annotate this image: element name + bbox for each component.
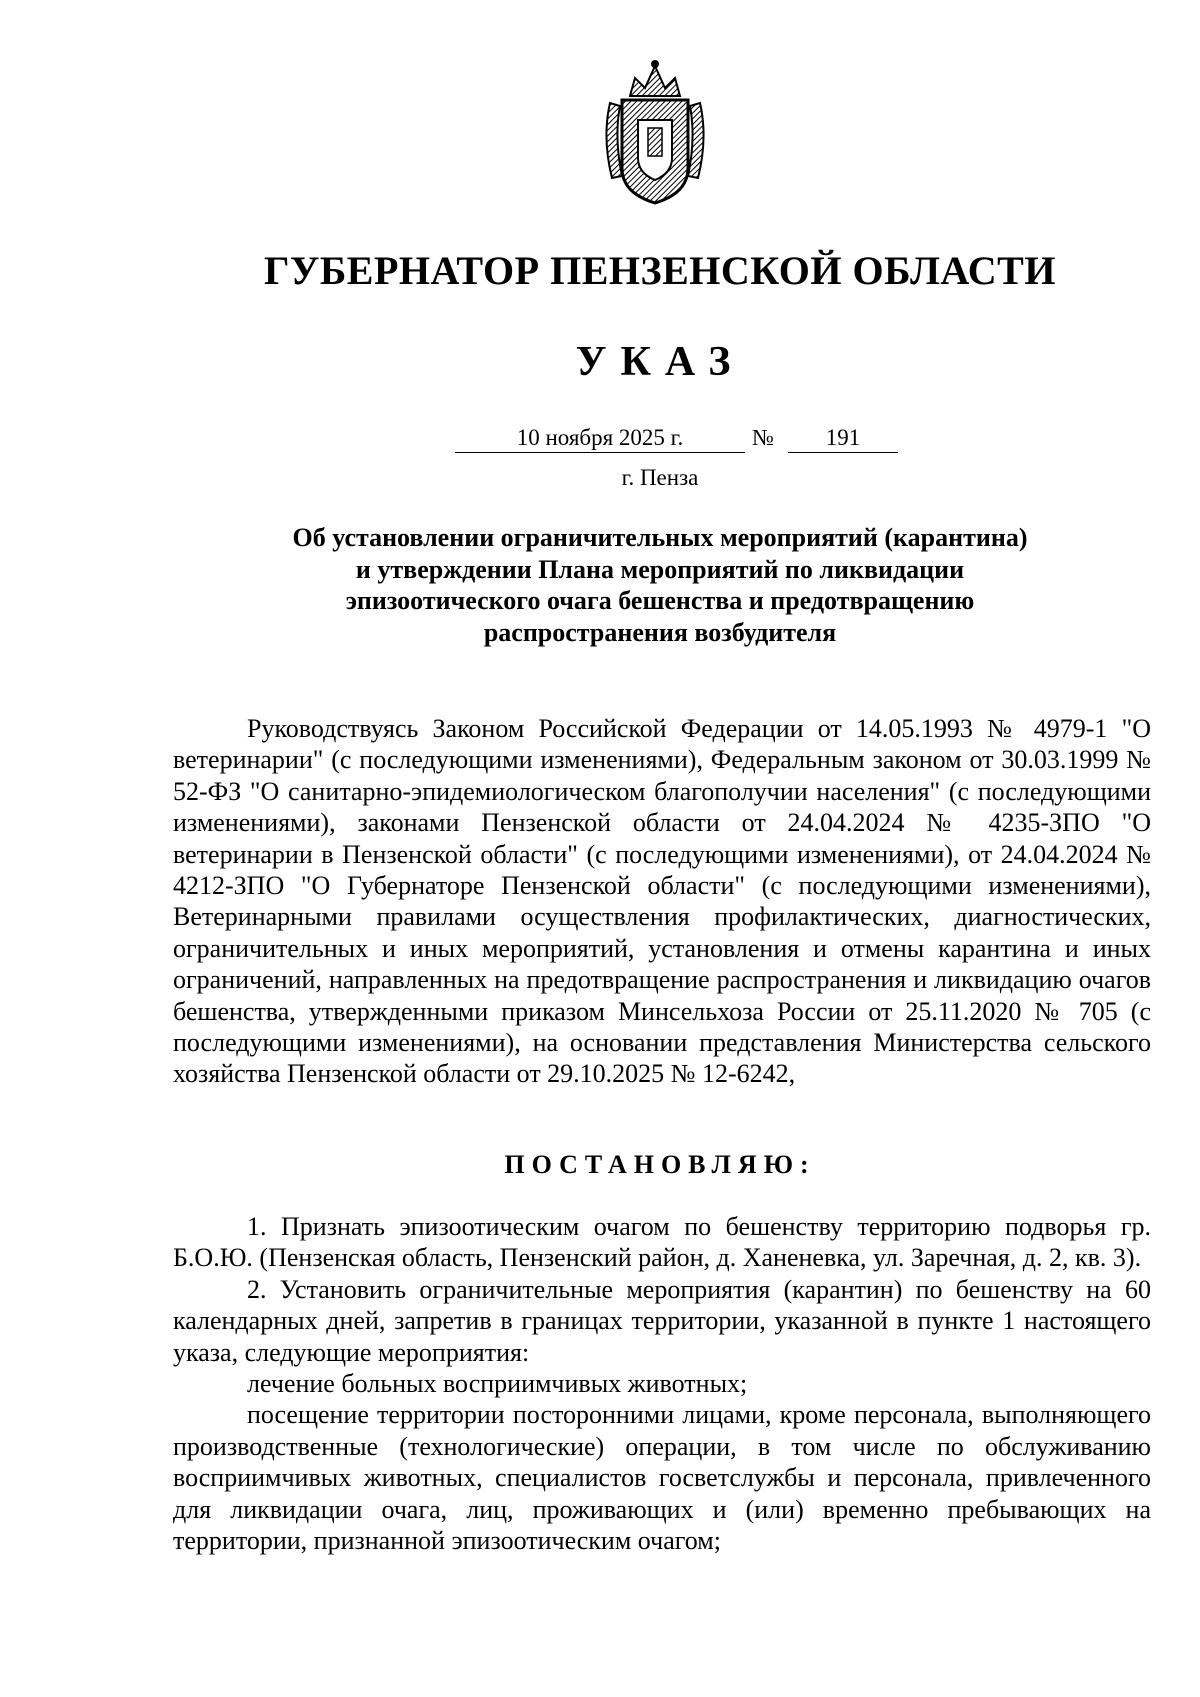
- document-title: [240, 522, 1080, 648]
- title-line: распространения возбудителя: [483, 617, 837, 647]
- decree-heading: ПОСТАНОВЛЯЮ:: [504, 1150, 816, 1179]
- item-paragraph: 1. Признать эпизоотическим очагом по бешенству территорию подворья гр. Б.О.Ю. (Пензенская область, Пензенский район, д. Ханеневка, ул. Заречная, д. 2, кв. 3).: [173, 1212, 1151, 1273]
- document-number: 191: [788, 424, 898, 453]
- document-date: 10 ноября 2025 г.: [455, 424, 745, 453]
- document-city: г. Пенза: [621, 465, 699, 490]
- title-line: и утверждении Плана мероприятий по ликвидации: [355, 554, 965, 584]
- issuing-authority: ГУБЕРНАТОР ПЕНЗЕНСКОЙ ОБЛАСТИ: [264, 248, 1056, 293]
- title-line: Об установлении ограничительных мероприятий (карантина): [292, 523, 1028, 552]
- item-paragraph: посещение территории посторонними лицами, кроме персонала, выполняющего производственные (технологические) операции, в том числе по обслуживанию восприимчивых животных, специалистов госветслужбы и персонала, привлеченного для ликвидации очага, лиц, проживающих и (или) временно пребывающих на территории, признанной эпизоотическим очагом;: [173, 1400, 1151, 1556]
- item-paragraph: лечение больных восприимчивых животных;: [247, 1369, 748, 1399]
- item-paragraph: 2. Установить ограничительные мероприятия (карантин) по бешенству на 60 календарных дней, запретив в границах территории, указанной в пункте 1 настоящего указа, следующие мероприятия:: [173, 1274, 1151, 1367]
- document-type: УКАЗ: [575, 339, 745, 385]
- title-line: эпизоотического очага бешенства и предотвращению: [345, 586, 975, 615]
- preamble-paragraph: Руководствуясь Законом Российской Федерации от 14.05.1993 № 4979-1 "О ветеринарии" (с последующими изменениями), Федеральным законом от 30.03.1999 № 52-ФЗ "О санитарно-эпидемиологическом благополучии населения" (с последующими изменениями), законами Пензенской области от 24.04.2024 № 4235-ЗПО "О ветеринарии в Пензенской области" (с последующими изменениями), от 24.04.2024 № 4212-ЗПО "О Губернаторе Пензенской области" (с последующими изменениями), Ветеринарными правилами осуществления профилактических, диагностических, ограничительных и иных мероприятий, установления и отмены карантина и иных ограничений, направленных на предотвращение распространения и ликвидацию очагов бешенства, утвержденными приказом Минсельхоза России от 25.11.2020 № 705 (с последующими изменениями), на основании представления Министерства сельского хозяйства Пензенской области от 29.10.2025 № 12-6242,: [173, 714, 1151, 1089]
- decree-items: [173, 1211, 1151, 1556]
- number-sign: №: [752, 425, 774, 450]
- coat-of-arms-icon: [600, 58, 710, 208]
